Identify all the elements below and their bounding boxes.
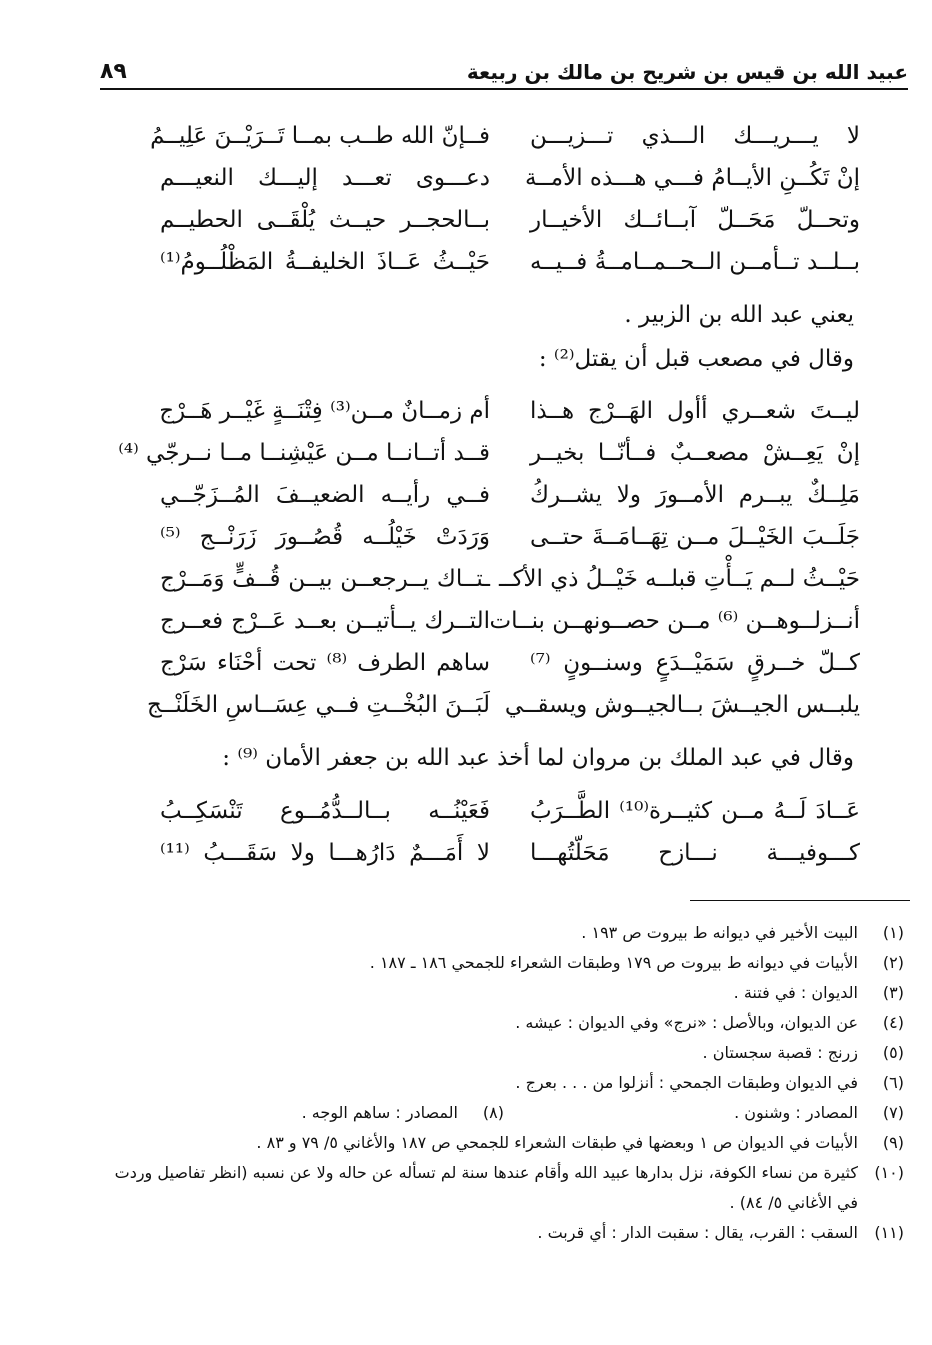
footnotes — [104, 918, 904, 1248]
verse — [160, 832, 860, 874]
footnote — [104, 1128, 904, 1158]
verse-first-hemistich: أنــزلــوهــن ⁽⁶⁾ مــن حصــونهــن بنــات — [489, 608, 860, 634]
footnote-text: في الديوان وطبقات الجمحي : أنزلوا من . . . بعرج . — [515, 1073, 858, 1092]
footnote-text: المصادر : وشنون . — [734, 1103, 858, 1122]
verse-second-hemistich: أم زمــانٌ مــن⁽³⁾ فِتْنَــةٍ غَيْــر هَــرْج — [159, 398, 490, 424]
verse-first-hemistich: كــلّ خــرقٍ سَمَيْــدَعٍ وسنــونٍ ⁽⁷⁾ — [530, 650, 860, 676]
footnote — [104, 1218, 904, 1248]
footnote-number: (٦) — [882, 1073, 904, 1092]
verse — [160, 157, 860, 199]
verse-second-hemistich: بــالحجــر حيــث يُلْقَــى الحطيــم — [160, 207, 490, 233]
footnote — [104, 1038, 904, 1068]
footnote-number: (١) — [882, 923, 904, 942]
verse-first-hemistich: حَيْــثُ لــم يَــأْتِ قبلــه خَيْــلُ ذي الأكــ — [498, 566, 860, 592]
footnote — [104, 1008, 904, 1038]
verse — [160, 516, 860, 558]
verse — [160, 790, 860, 832]
footnote-number: (١١) — [874, 1223, 904, 1242]
footnote-number: (٧) — [882, 1103, 904, 1122]
running-title: عبيد الله بن قيس بن شريح بن مالك بن ربيعة — [466, 60, 908, 84]
verse — [160, 558, 860, 600]
footnote-text: عن الديوان، وبالأصل : «نرج» وفي الديوان : عيشه . — [515, 1013, 858, 1032]
poem-block-3 — [160, 790, 860, 874]
verse-second-hemistich: لا أَمَـــمٌ دَارُهـــا ولا سَقَـــبُ ⁽¹¹⁾ — [160, 840, 490, 866]
footnote-number: (٩) — [882, 1133, 904, 1152]
footnote-number: (١٠) — [874, 1163, 904, 1182]
footnote-text: الديوان : في فتنة . — [733, 983, 858, 1002]
verse-second-hemistich: دعـــوى تعـــد إليـــك النعيـــم — [160, 165, 490, 191]
verse-second-hemistich: ـتــاك يــرجعــن بيــن قُــفٍّ وَمَــرْج — [160, 566, 490, 592]
footnote — [504, 1098, 904, 1128]
verse — [150, 115, 860, 157]
footnote-text: الأبيات في ديوانه ط بيروت ص ١٧٩ وطبقات الشعراء للجمحي ١٨٦ ـ ١٨٧ . — [369, 953, 858, 972]
verse — [160, 474, 860, 516]
verse — [118, 432, 860, 474]
prose-line: يعني عبد الله بن الزبير . — [624, 302, 854, 328]
verse — [160, 241, 860, 283]
footnote — [104, 948, 904, 978]
verse-second-hemistich: التــرك يــأتيــن بعــد عَــرْج فعــرج — [160, 608, 490, 634]
footnote-text: الأبيات في الديوان ص ١ وبعضها في طبقات الشعراء للجمحي ص ١٨٧ والأغاني ٥/ ٧٩ و ٨٣ . — [256, 1133, 858, 1152]
footnote-number: (٨) — [482, 1103, 504, 1122]
verse-first-hemistich: جَلَــبَ الخَيْــلَ مــن تِهَــامَــةَ حتــى — [530, 524, 860, 550]
verse-second-hemistich: قــد أتــانــا مــن عَيْشِنــا مــا نــرجّي ⁽⁴⁾ — [118, 440, 490, 466]
verse-first-hemistich: يلبــس الجيــشَ بــالجيــوش ويسقــي — [504, 692, 860, 718]
verse-first-hemistich: إنْ يَعِــشْ مصعــبٌ فــأنّــا بخيــر — [530, 440, 860, 466]
verse-second-hemistich: ساهم الطرف ⁽⁸⁾ تحت أحْنَاء سَرْج — [160, 650, 490, 676]
verse-first-hemistich: ليــتَ شعــري أأول الهَــرْج هــذا — [530, 398, 860, 424]
footnote — [104, 978, 904, 1008]
verse-first-hemistich: بــلــد تــأمــن الــحــمــامــةُ فــيــه — [530, 249, 860, 275]
footnote — [104, 918, 904, 948]
footnote-text: البيت الأخير في ديوانه ط بيروت ص ١٩٣ . — [581, 923, 858, 942]
verse-second-hemistich: وَرَدَتْ خَيْلُــه قُصُــورَ زَرَنْــج ⁽⁵⁾ — [160, 524, 490, 550]
verse-second-hemistich: حَيْــثُ عَــاذَ الخليفــةُ المَظْلُــومُ⁽¹⁾ — [160, 249, 490, 275]
verse-second-hemistich: فــإنّ الله طــب بمــا تَــرَيْــنَ عَلِيــمُ — [150, 123, 490, 149]
verse-first-hemistich: إنْ تَكُــنِ الأيــامُ فـــي هـــذه الأمــة — [524, 165, 860, 191]
footnote-number: (٥) — [882, 1043, 904, 1062]
verse-second-hemistich: فَعَيْنُــه بــالــدُّمُــوع تَنْسَكِــبُ — [160, 798, 490, 824]
footnote-text: السقب : القرب، يقال : سقبت الدار : أي قربت . — [537, 1223, 858, 1242]
prose-line: وقال في عبد الملك بن مروان لما أخذ عبد الله بن جعفر الأمان ⁽⁹⁾ : — [222, 745, 854, 771]
verse-first-hemistich: مَلِــكٌ يبــرم الأمــورَ ولا يشــركُ — [530, 482, 860, 508]
verse — [147, 684, 860, 726]
footnote-number: (٣) — [882, 983, 904, 1002]
footnote-number: (٢) — [882, 953, 904, 972]
verse-second-hemistich: فــي رأيــه الضعيــفَ المُــزَجّــي — [160, 482, 490, 508]
footnote-text: المصادر : ساهم الوجه . — [301, 1103, 458, 1122]
footnote-number: (٤) — [882, 1013, 904, 1032]
footnote-pair — [104, 1098, 904, 1128]
verse — [160, 390, 860, 432]
page-header — [100, 52, 908, 90]
page-number: ٨٩ — [100, 59, 127, 84]
footnote-divider — [690, 900, 910, 901]
footnote-text: زرنج : قصبة سجستان . — [702, 1043, 858, 1062]
verse-first-hemistich: كـــوفيـــة نـــازح مَحَلّتُهـــا — [530, 840, 860, 866]
footnote — [104, 1098, 504, 1128]
footnote — [104, 1158, 904, 1218]
footnote — [104, 1068, 904, 1098]
poem-block-1 — [150, 115, 860, 283]
verse-second-hemistich: لَبَــنَ البُخْــتِ فــي عِسَــاسِ الخَلَنْــج — [147, 692, 490, 718]
poem-block-2 — [118, 390, 860, 726]
verse — [160, 600, 860, 642]
verse-first-hemistich: عَــادَ لَــهُ مــن كثيــرة⁽¹⁰⁾ الطَّــرَبُ — [530, 798, 861, 824]
verse-first-hemistich: لا يـــريـــك الـــذي تـــزيـــن — [530, 123, 860, 149]
footnote-text: كثيرة من نساء الكوفة، نزل بدارها عبيد الله وأقام عندها سنة لم تسأله عن حاله ولا عن نسبه (انظر تفاصيل وردت في الأغاني ٥/ ٨٤) . — [114, 1163, 858, 1212]
verse — [160, 642, 860, 684]
verse — [160, 199, 860, 241]
verse-first-hemistich: وتحــلّ مَحَــلّ آبــائــك الأخيــار — [530, 207, 860, 233]
prose-line: وقال في مصعب قبل أن يقتل⁽²⁾ : — [538, 346, 854, 372]
